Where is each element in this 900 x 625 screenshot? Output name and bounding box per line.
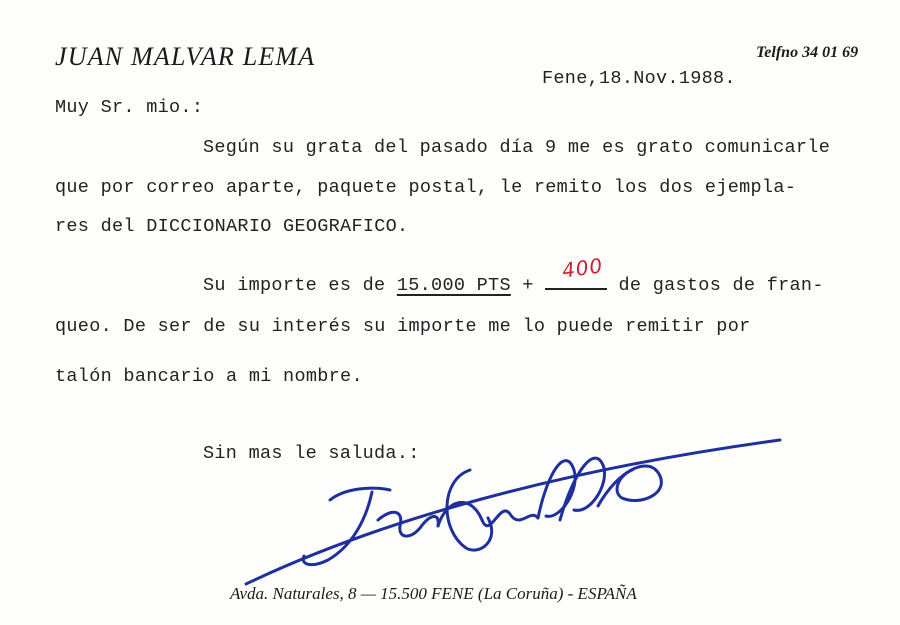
closing: Sin mas le saluda.: [203,443,420,464]
letterhead-name: JUAN MALVAR LEMA [55,42,316,71]
body-line-1: Según su grata del pasado día 9 me es grato comunicarle [203,137,831,158]
amount-value: 15.000 PTS [396,275,511,296]
plus-sign: + [510,275,546,296]
letterhead-phone: Telfno 34 01 69 [756,44,859,61]
letter-date: Fene,18.Nov.1988. [542,68,736,89]
body-line-2: que por correo aparte, paquete postal, le remito los dos ejempla- [55,177,797,198]
body-line-3: res del DICCIONARIO GEOGRAFICO. [55,216,409,237]
amount-suffix: de gastos de fran- [607,275,824,296]
letterhead-address: Avda. Naturales, 8 — 15.500 FENE (La Coruña) - ESPAÑA [230,584,637,603]
body-line-5: queo. De ser de su interés su importe me lo puede remitir por [55,316,751,337]
body-line-6: talón bancario a mi nombre. [55,366,363,387]
salutation: Muy Sr. mio.: [55,97,204,118]
amount-prefix: Su importe es de [203,275,397,296]
handwritten-amount: 400 [560,253,605,283]
